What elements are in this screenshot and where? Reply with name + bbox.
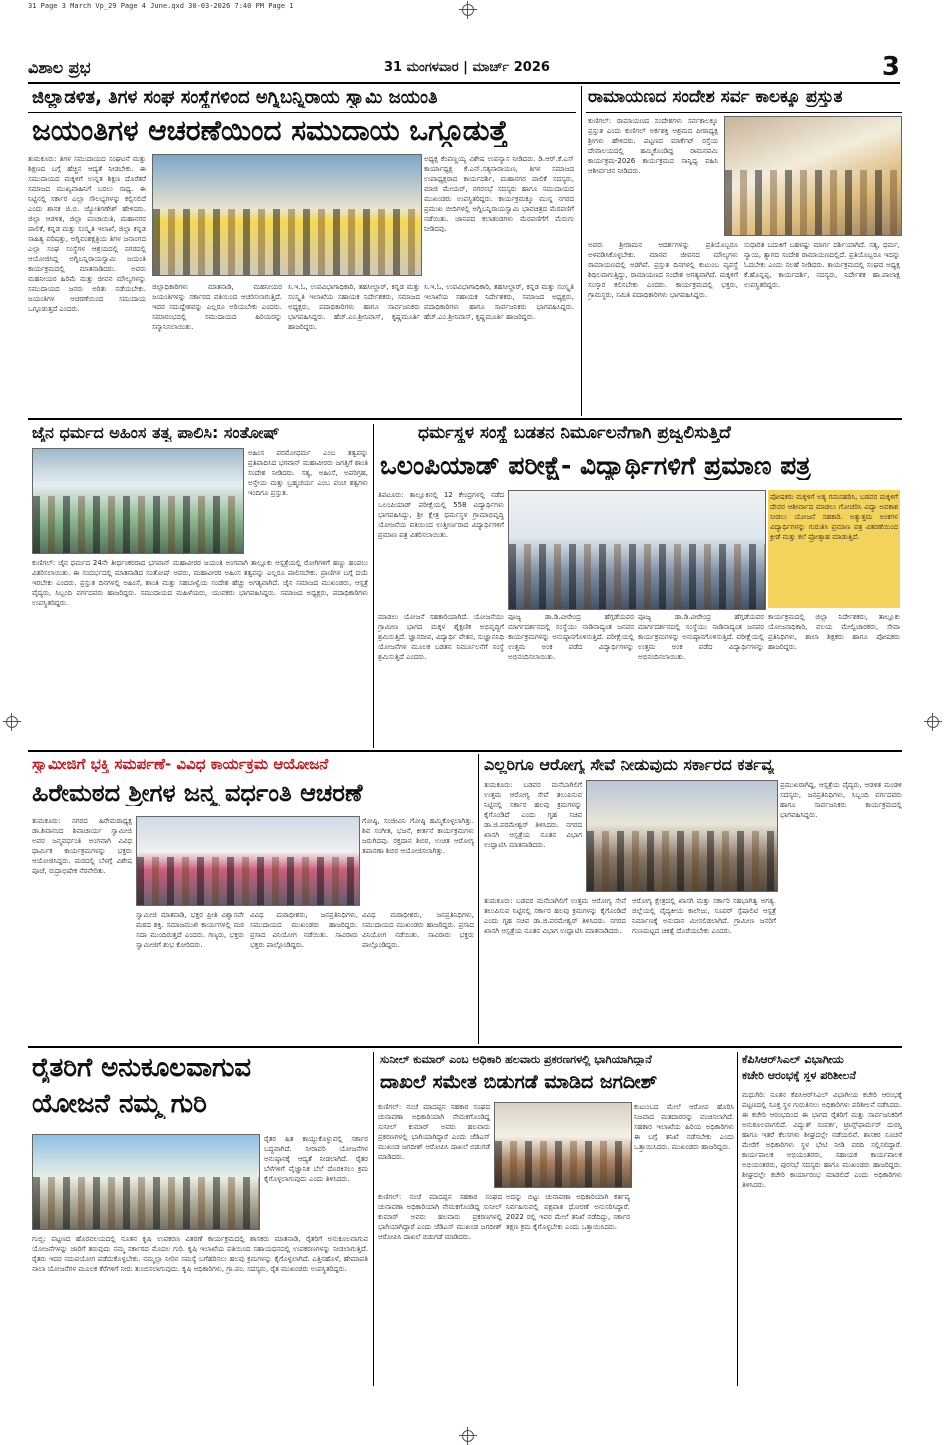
registration-mark-icon	[927, 716, 939, 728]
article-body: ಪ್ರಮುಖರಾಗಿದ್ದ, ಆಸ್ಪತ್ರೆಯ ವೈದ್ಯರು, ಆಡಳಿತ ಮಂಡಳಿ ಸದಸ್ಯರು, ಜನಪ್ರತಿನಿಧಿಗಳು, ಸಿಬ್ಬಂದಿ ವರ್ಗದವರು ಹಾಗೂ ಸಾರ್ವಜನಿಕರು ಕಾರ್ಯಕ್ರಮದಲ್ಲಿ ಭಾಗವಹಿಸಿದ್ದರು.	[780, 781, 902, 819]
paper-name: ವಿಶಾಲ ಪ್ರಭ	[28, 58, 91, 77]
article-body: ಸ್ವಾಮೀಜಿ ಮಾತನಾಡಿ, ಭಕ್ತರ ಪ್ರೀತಿ ವಿಶ್ವಾಸವೇ ಮಠದ ಶಕ್ತಿ. ಸಮಾಜಮುಖಿ ಕಾರ್ಯಗಳಲ್ಲಿ ಮಠ ಸದಾ ಮುಂದಿರುತ್ತದೆ ಎಂದರು. ಗಣ್ಯರು, ಭಕ್ತರು ಸ್ವಾಮೀಜಿಗೆ ಶುಭ ಕೋರಿದರು.	[136, 911, 244, 949]
print-slug: 31 Page 3 March Vp_29 Page 4 June.qxd 30-03-2026 7:40 PM Page 1	[28, 2, 294, 10]
article-body: ತಿಪಟೂರು: ತಾಲ್ಲೂಕಿನಲ್ಲಿ 12 ಕೇಂದ್ರಗಳಲ್ಲಿ ನಡೆದ ಒಲಂಪಿಯಾಡ್ ಪರೀಕ್ಷೆಯಲ್ಲಿ 558 ವಿದ್ಯಾರ್ಥಿಗಳು ಭಾಗವಹಿಸಿದ್ದು, ಶ್ರೀ ಕ್ಷೇತ್ರ ಧರ್ಮಸ್ಥಳ ಗ್ರಾಮಾಭಿವೃದ್ಧಿ ಯೋಜನೆಯ ವತಿಯಿಂದ ಉತ್ತೀರ್ಣರಾದ ವಿದ್ಯಾರ್ಥಿಗಳಿಗೆ ಪ್ರಮಾಣ ಪತ್ರ ವಿತರಿಸಲಾಯಿತು.	[378, 491, 504, 539]
article-body: ವಿವಿಧ ಮಠಾಧೀಶರು, ಜನಪ್ರತಿನಿಧಿಗಳು, ಸಮುದಾಯದ ಮುಖಂಡರು ಹಾಜರಿದ್ದರು. ಪ್ರಸಾದ ವಿನಿಯೋಗ ನಡೆಯಿತು. ಸಾವಿರಾರು ಭಕ್ತರು ಪಾಲ್ಗೊಂಡಿದ್ದರು.	[250, 911, 358, 949]
event-photo	[32, 1134, 260, 1230]
divider	[586, 112, 902, 113]
article-body: ಪೂಜ್ಯ ಡಾ.ಡಿ.ವೀರೇಂದ್ರ ಹೆಗ್ಗಡೆಯವರ ಮಾರ್ಗದರ್ಶನದಲ್ಲಿ ಸಂಸ್ಥೆಯು ನಾಡಿನಾದ್ಯಂತ ಜನಪರ ಕಾರ್ಯಕ್ರಮಗಳನ್ನು ಅನುಷ್ಠಾನಗೊಳಿಸುತ್ತಿದೆ. ಪರೀಕ್ಷೆಯಲ್ಲಿ ಉತ್ತಮ ಅಂಕ ಪಡೆದ ವಿದ್ಯಾರ್ಥಿಗಳನ್ನು ಅಭಿನಂದಿಸಲಾಯಿತು.	[508, 613, 634, 661]
article-body: ತುಮಕೂರು: ತಿಗಳ ಸಮುದಾಯದ ಸಂಘಟನೆ ಮತ್ತು ಶಿಕ್ಷಣದ ಬಗ್ಗೆ ಹೆಚ್ಚಿನ ಆದ್ಯತೆ ನೀಡಬೇಕು. ಈ ಸಮುದಾಯದ ಮಕ್ಕಳಿಗೆ ಉನ್ನತ ಶಿಕ್ಷಣ ದೊರೆತರೆ ಸಮಾಜದ ಮುಖ್ಯವಾಹಿನಿಗೆ ಬರಲು ಸಾಧ್ಯ. ಈ ನಿಟ್ಟಿನಲ್ಲಿ ಸರ್ಕಾರ ಎಲ್ಲಾ ಸೌಲಭ್ಯಗಳನ್ನು ಕಲ್ಪಿಸಲಿದೆ ಎಂದು ಶಾಸಕ ಜಿ.ಬಿ. ಜ್ಯೋತಿಗಣೇಶ್ ಹೇಳಿದರು. ಜಿಲ್ಲಾ ಆಡಳಿತ, ಜಿಲ್ಲಾ ಪಂಚಾಯಿತಿ, ಮಹಾನಗರ ಪಾಲಿಕೆ, ಕನ್ನಡ ಮತ್ತು ಸಂಸ್ಕೃತಿ ಇಲಾಖೆ, ಜಿಲ್ಲಾ ಕನ್ನಡ ಸಾಹಿತ್ಯ ಪರಿಷತ್ತು, ಅಗ್ನಿವಂಶಕ್ಷತ್ರಿಯ ತಿಗಳ ಜನಾಂಗದ ಎಲ್ಲಾ ಸಂಘ ಸಂಸ್ಥೆಗಳ ಆಶ್ರಯದಲ್ಲಿ ನಗರದಲ್ಲಿ ಆಯೋಜಿಸಿದ್ದ ಅಗ್ನಿಬನ್ನಿರಾಯಸ್ವಾಮಿ ಜಯಂತಿ ಕಾರ್ಯಕ್ರಮದಲ್ಲಿ ಮಾತನಾಡಿದರು. ಅವರು ಮಹನೀಯರ ಹಿರಿಮೆ ಮತ್ತು ಜೀವನ ಮೌಲ್ಯಗಳನ್ನು ಸಮುದಾಯದ ಜನರು ಅರಿತು ನಡೆಯಬೇಕು. ಜಯಂತಿಗಳ ಆಚರಣೆಯಿಂದ ಸಮುದಾಯ ಒಗ್ಗೂಡುತ್ತದೆ ಎಂದರು.	[28, 155, 146, 313]
issue-date: 31 ಮಂಗಳವಾರ | ಮಾರ್ಚ್ 2026	[384, 60, 550, 75]
article-headline: ಒಲಂಪಿಯಾಡ್ ಪರೀಕ್ಷೆ- ವಿದ್ಯಾರ್ಥಿಗಳಿಗೆ ಪ್ರಮಾಣ ಪತ್ರ	[380, 452, 811, 480]
column-divider	[373, 424, 374, 748]
event-photo	[494, 1102, 632, 1188]
event-photo	[152, 154, 422, 276]
article-headline: ಯೋಜನೆ ನಮ್ಮ ಗುರಿ	[32, 1090, 207, 1119]
registration-mark-icon	[6, 716, 18, 728]
article-kicker: ಸ್ವಾಮೀಜಿಗೆ ಭಕ್ತಿ ಸಮರ್ಪಣೆ- ವಿವಿಧ ಕಾರ್ಯಕ್ರಮ ಆಯೋಜನೆ	[32, 756, 329, 773]
article-body: ವಿವಿಧ ಮಠಾಧೀಶರು, ಜನಪ್ರತಿನಿಧಿಗಳು, ಸಮುದಾಯದ ಮುಖಂಡರು ಹಾಜರಿದ್ದರು. ಪ್ರಸಾದ ವಿನಿಯೋಗ ನಡೆಯಿತು. ಸಾವಿರಾರು ಭಕ್ತರು ಪಾಲ್ಗೊಂಡಿದ್ದರು.	[362, 911, 474, 949]
article-body: ಕುಣಿಗಲ್: ರಾಮಾಯಣದ ಸಂದೇಶಗಳು ಸರ್ವಕಾಲಕ್ಕೂ ಪ್ರಸ್ತುತ ಎಂದು ಕುಣಿಗಲ್ ಅರ್ಕಶಕ್ತಿ ಆಶ್ರಮದ ಪೀಠಾಧ್ಯಕ್ಷ ಶ್ರೀಗಳು ಹೇಳಿದರು. ಪಟ್ಟಣದ ಮಾರ್ಕೆಟ್ ರಸ್ತೆಯ ದೇವಾಲಯದಲ್ಲಿ ಹಮ್ಮಿಕೊಂಡಿದ್ದ ರಾಮನವಮಿ ಕಾರ್ಯಕ್ರಮ-2026 ಕಾರ್ಯಕ್ರಮದ ಸಾನ್ನಿಧ್ಯ ವಹಿಸಿ ಆಶೀರ್ವಚನ ನೀಡಿದರು.	[588, 117, 718, 175]
article-kicker: ಜಿಲ್ಲಾಡಳಿತ, ತಿಗಳ ಸಂಘ ಸಂಸ್ಥೆಗಳಿಂದ ಅಗ್ನಿಬನ್ನಿರಾಯ ಸ್ವಾಮಿ ಜಯಂತಿ	[32, 88, 438, 108]
event-photo	[32, 448, 244, 554]
article-headline: ಹಿರೇಮಠದ ಶ್ರೀಗಳ ಜನ್ಮ ವರ್ಧಂತಿ ಆಚರಣೆ	[32, 780, 363, 807]
event-photo	[586, 780, 778, 892]
article-headline: ಕಚೇರಿ ಆರಂಭಕ್ಕೆ ಸ್ಥಳ ಪರಿಶೀಲನೆ	[742, 1070, 856, 1082]
article-headline: ಜಯಂತಿಗಳ ಆಚರಣೆಯಿಂದ ಸಮುದಾಯ ಒಗ್ಗೂಡುತ್ತೆ	[32, 116, 508, 147]
masthead	[28, 52, 900, 84]
article-body: ಆರೋಗ್ಯ ಕ್ಷೇತ್ರದಲ್ಲಿ ಖಾಸಗಿ ಮತ್ತು ಸರ್ಕಾರಿ ಸಹಭಾಗಿತ್ವ ಅಗತ್ಯ. ಜಿಲ್ಲೆಯಲ್ಲಿ ವೈದ್ಯಕೀಯ ಕಾಲೇಜು, ಸೂಪರ್ ಸ್ಪೆಷಾಲಿಟಿ ಆಸ್ಪತ್ರೆ ನಿರ್ಮಾಣಕ್ಕೆ ಅನುದಾನ ಮೀಸಲಿಡಲಾಗಿದೆ. ಗ್ರಾಮೀಣ ಜನರಿಗೆ ಗುಣಮಟ್ಟದ ಚಿಕಿತ್ಸೆ ದೊರೆಯಬೇಕು ಎಂದರು.	[632, 897, 776, 935]
article-body: ಅಧ್ಯಕ್ಷ ಕೆಂಪಣ್ಣಯ್ಯ ವಿಶೇಷ ಉಪನ್ಯಾಸ ನೀಡಿದರು. ಡಿ.ಆರ್.ಕೆ.ಎಸ್ ಕಾರ್ಯಾಧ್ಯಕ್ಷ ಕೆ.ಎನ್.ಸತ್ಯನಾರಾಯಣ, ತಿಗಳ ಸಮಾಜದ ಉಪಾಧ್ಯಕ್ಷರಾದ ಕಾರ್ಯದರ್ಶಿ, ಮಹಾನಗರ ಪಾಲಿಕೆ ಸದಸ್ಯರು, ಮಾಜಿ ಮೇಯರ್, ನಗರಸಭೆ ಸದಸ್ಯರು ಹಾಗೂ ಸಮುದಾಯದ ಮುಖಂಡರು ಉಪಸ್ಥಿತರಿದ್ದರು. ಕಾರ್ಯಕ್ರಮಕ್ಕೂ ಮುನ್ನ ನಗರದ ಪ್ರಮುಖ ಬೀದಿಗಳಲ್ಲಿ ಅಗ್ನಿಬನ್ನಿರಾಯಸ್ವಾಮಿ ಭಾವಚಿತ್ರದ ಮೆರವಣಿಗೆ ನಡೆಯಿತು. ಜಾನಪದ ಕಲಾತಂಡಗಳು ಮೆರವಣಿಗೆಗೆ ಮೆರುಗು ನೀಡಿದವು.	[424, 155, 574, 233]
column-divider	[737, 1052, 738, 1386]
article-body: ಗುಬ್ಬಿ: ಪಟ್ಟಣದ ಹೊರವಲಯದಲ್ಲಿ ನೂತನ ಕೃಷಿ ಉಪಕರಣ ವಿತರಣೆ ಕಾರ್ಯಕ್ರಮದಲ್ಲಿ ಶಾಸಕರು ಮಾತನಾಡಿ, ರೈತರಿಗೆ ಅನುಕೂಲವಾಗುವ ಯೋಜನೆಗಳನ್ನು ಜಾರಿಗೆ ತರುವುದು ನಮ್ಮ ಸರ್ಕಾರದ ಮೊದಲ ಗುರಿ. ಕೃಷಿ ಇಲಾಖೆಯ ವತಿಯಿಂದ ಸಹಾಯಧನದಲ್ಲಿ ಉಪಕರಣಗಳನ್ನು ನೀಡಲಾಗುತ್ತಿದೆ. ರೈತರು ಇದರ ಸದುಪಯೋಗ ಪಡೆದುಕೊಳ್ಳಬೇಕು. ನಮ್ಮಲ್ಲಾ ನೀರಿನ ಸಮಸ್ಯೆ ಬಗೆಹರಿಸಲು ಹಲವು ಕ್ರಮಗಳನ್ನು ಕೈಗೊಳ್ಳಲಾಗಿದೆ. ಎತ್ತಿನಹೊಳೆ, ಹೇಮಾವತಿ ನಾಲಾ ಯೋಜನೆಗಳ ಮೂಲಕ ಕೆರೆಗಳಿಗೆ ನೀರು ತುಂಬಿಸಲಾಗುವುದು. ಕೃಷಿ ಅಧಿಕಾರಿಗಳು, ಗ್ರಾ.ಪಂ. ಸದಸ್ಯರು, ರೈತ ಮುಖಂಡರು ಉಪಸ್ಥಿತರಿದ್ದರು.	[32, 1235, 368, 1273]
article-body: ಕಾರ್ಯಕ್ರಮದಲ್ಲಿ ಜಿಲ್ಲಾ ನಿರ್ದೇಶಕರು, ತಾಲ್ಲೂಕು ಯೋಜನಾಧಿಕಾರಿ, ವಲಯ ಮೇಲ್ವಿಚಾರಕರು, ಸೇವಾ ಪ್ರತಿನಿಧಿಗಳು, ಶಾಲಾ ಶಿಕ್ಷಕರು ಹಾಗೂ ಪೋಷಕರು ಹಾಜರಿದ್ದರು.	[768, 613, 900, 651]
article-body: ಸಿ.ಇ.ಓ, ಉಪವಿಭಾಗಾಧಿಕಾರಿ, ತಹಸೀಲ್ದಾರ್, ಕನ್ನಡ ಮತ್ತು ಸಂಸ್ಕೃತಿ ಇಲಾಖೆಯ ಸಹಾಯಕ ನಿರ್ದೇಶಕರು, ಸಮಾಜದ ಅಧ್ಯಕ್ಷರು, ಪದಾಧಿಕಾರಿಗಳು ಹಾಗೂ ಸಾರ್ವಜನಿಕರು ಭಾಗವಹಿಸಿದ್ದರು. ಹೆಚ್.ಎಂ.ಶ್ರೀನಿವಾಸ್, ಕೃಷ್ಣಮೂರ್ತಿ ಹಾಜರಿದ್ದರು.	[288, 283, 420, 331]
article-body: ಗೋಷ್ಠಿ, ಸಂಜೀವಿನಿ ಗೋಷ್ಠಿ ಹಮ್ಮಿಕೊಳ್ಳಲಾಗಿತ್ತು. ಶಿವ ಸಂಗೀತ, ಭಜನೆ, ಕೀರ್ತನೆ ಕಾರ್ಯಕ್ರಮಗಳು ಜರುಗಿದವು. ರಕ್ತದಾನ ಶಿಬಿರ, ಉಚಿತ ಆರೋಗ್ಯ ತಪಾಸಣಾ ಶಿಬಿರ ಆಯೋಜಿಸಲಾಗಿತ್ತು.	[362, 817, 474, 855]
article-body: ಮಧುಗಿರಿ: ನೂತನ ಕೆಪಿಸಿಆರ್‌ಸಿಎಲ್ ವಿಭಾಗೀಯ ಕಚೇರಿ ಆರಂಭಕ್ಕೆ ಪಟ್ಟಣದಲ್ಲಿ ಸೂಕ್ತ ಸ್ಥಳ ಗುರುತಿಸಲು ಅಧಿಕಾರಿಗಳು ಪರಿಶೀಲನೆ ನಡೆಸಿದರು. ಈ ಕಚೇರಿ ಆರಂಭದಿಂದ ಈ ಭಾಗದ ರೈತರಿಗೆ ಮತ್ತು ಸಾರ್ವಜನಿಕರಿಗೆ ಅನುಕೂಲವಾಗಲಿದೆ. ವಿದ್ಯುತ್ ಸಂಪರ್ಕ, ಟ್ರಾನ್ಸ್‌ಫಾರ್ಮರ್ ದುರಸ್ತಿ ಹಾಗೂ ಇತರೆ ಕೆಲಸಗಳು ಶೀಘ್ರದಲ್ಲೇ ನಡೆಯಲಿವೆ. ಶಾಸಕರ ಸೂಚನೆ ಮೇರೆಗೆ ಅಧಿಕಾರಿಗಳು ಸ್ಥಳ ಭೇಟಿ ನೀಡಿ ವರದಿ ಸಲ್ಲಿಸಲಿದ್ದಾರೆ. ಕಾರ್ಯಪಾಲಕ ಅಭಿಯಂತರರು, ಸಹಾಯಕ ಕಾರ್ಯಪಾಲಕ ಅಭಿಯಂತರರು, ಪುರಸಭೆ ಸದಸ್ಯರು ಹಾಗೂ ಮುಖಂಡರು ಹಾಜರಿದ್ದರು. ಶೀಘ್ರದಲ್ಲೇ ಕಚೇರಿ ಕಾರ್ಯಾರಂಭ ಮಾಡಲಿದೆ ಎಂದು ಅಧಿಕಾರಿಗಳು ತಿಳಿಸಿದರು.	[742, 1091, 902, 1189]
article-headline: ದಾಖಲೆ ಸಮೇತ ಬಿಡುಗಡೆ ಮಾಡಿದ ಜಗದೀಶ್	[380, 1072, 658, 1093]
event-photo	[136, 816, 360, 906]
event-photo	[724, 116, 902, 236]
page-number: 3	[881, 52, 900, 82]
highlight-box: ಪೋಷಕರು ಮಕ್ಕಳಿಗೆ ಅತ್ಯ ಗಮನಹರಿಸಿ, ಬಡವರ ಮಕ್ಕಳಿಗೆ ದೇವರ ಆಶೀರ್ವಾದ ಮಾಡಲು ಗೋಚರಿಸಿ ವಿದ್ಯಾ ಅವಕಾಶ ನೀಡಲು ಯೋಜನೆ ಸಹಕಾರಿ. ಅತ್ಯುತ್ತಮ ಅಂಕಗಳ ವಿದ್ಯಾರ್ಥಿಗಳನ್ನು ಗುರುತಿಸಿ ಪ್ರಮಾಣ ಪತ್ರ ವಿತರಣೆಯಿಂದ ಕ್ರೀಡೆ ಮತ್ತು ಕಲೆ ಪ್ರೋತ್ಸಾಹ ಮಾಡುತ್ತಿದೆ.	[768, 490, 900, 608]
registration-mark-icon	[462, 1430, 474, 1442]
event-photo	[508, 490, 766, 610]
article-body: ಅಹಿಂಸ ಪರಮೋಧರ್ಮ ಎಂಬ ತತ್ವವನ್ನು ಪ್ರತಿಪಾದಿಸಿದ ಭಗವಾನ್ ಮಹಾವೀರರು ಜಗತ್ತಿಗೆ ಶಾಂತಿ ಸಂದೇಶ ನೀಡಿದರು. ಸತ್ಯ, ಅಹಿಂಸೆ, ಅಪರಿಗ್ರಹ, ಅಸ್ತೇಯ ಮತ್ತು ಬ್ರಹ್ಮಚರ್ಯ ಎಂಬ ಪಂಚ ತತ್ವಗಳು ಇಂದಿಗೂ ಪ್ರಸ್ತುತ.	[248, 449, 368, 497]
article-body: ರೈತರ ಹಿತ ಕಾಯ್ದುಕೊಳ್ಳುವಲ್ಲಿ ಸರ್ಕಾರ ಬದ್ಧವಾಗಿದೆ. ನೀರಾವರಿ ಯೋಜನೆಗಳ ಅನುಷ್ಠಾನಕ್ಕೆ ಆದ್ಯತೆ ನೀಡಲಾಗಿದೆ. ರೈತರ ಬೆಳೆಗಳಿಗೆ ವೈಜ್ಞಾನಿಕ ಬೆಲೆ ದೊರಕಿಸಲು ಕ್ರಮ ಕೈಗೊಳ್ಳಲಾಗುವುದು ಎಂದು ತಿಳಿಸಿದರು.	[264, 1135, 368, 1183]
article-body: ಸಿ.ಇ.ಓ, ಉಪವಿಭಾಗಾಧಿಕಾರಿ, ತಹಸೀಲ್ದಾರ್, ಕನ್ನಡ ಮತ್ತು ಸಂಸ್ಕೃತಿ ಇಲಾಖೆಯ ಸಹಾಯಕ ನಿರ್ದೇಶಕರು, ಸಮಾಜದ ಅಧ್ಯಕ್ಷರು, ಪದಾಧಿಕಾರಿಗಳು ಹಾಗೂ ಸಾರ್ವಜನಿಕರು ಭಾಗವಹಿಸಿದ್ದರು. ಹೆಚ್.ಎಂ.ಶ್ರೀನಿವಾಸ್, ಕೃಷ್ಣಮೂರ್ತಿ ಹಾಜರಿದ್ದರು.	[424, 283, 574, 321]
article-headline: ರೈತರಿಗೆ ಅನುಕೂಲವಾಗುವ	[32, 1054, 252, 1083]
section-rule	[28, 418, 902, 420]
article-body: ಜಿಲ್ಲಾಧಿಕಾರಿಗಳು ಮಾತನಾಡಿ, ಮಹನೀಯರ ಜಯಂತಿಗಳನ್ನು ಸರ್ಕಾರದ ವತಿಯಿಂದ ಆಚರಿಸಲಾಗುತ್ತಿದೆ. ಇದರ ಸದುದ್ದೇಶವನ್ನು ಎಲ್ಲರೂ ಅರಿಯಬೇಕು ಎಂದರು. ಸಮಾರಂಭದಲ್ಲಿ ಸಮುದಾಯದ ಹಿರಿಯರನ್ನು ಸನ್ಮಾನಿಸಲಾಯಿತು.	[152, 283, 282, 331]
article-body: ಸುಧಾರಿತ ಬದುಕಿಗೆ ಬಹಳಷ್ಟು ಮಾರ್ಗ ದರ್ಶಿಯಾಗಿದೆ. ಸತ್ಯ, ಧರ್ಮ, ನ್ಯಾಯ, ತ್ಯಾಗದ ಸಂದೇಶ ರಾಮಾಯಣದಲ್ಲಿದೆ. ಪ್ರತಿಯೊಬ್ಬರೂ ಇದನ್ನು ಓದಬೇಕು ಎಂದು ಸಲಹೆ ನೀಡಿದರು. ಕಾರ್ಯಕ್ರಮದಲ್ಲಿ ಸಂಘದ ಅಧ್ಯಕ್ಷ ಕೆ.ಹೊನ್ನಪ್ಪ, ಕಾರ್ಯದರ್ಶಿ, ಸದಸ್ಯರು, ನಿರ್ದೇಶಕ ಹಾ.ಪಾಲಾಕ್ಷ ಉಪಸ್ಥಿತರಿದ್ದರು.	[744, 241, 900, 289]
article-body: ಕುಣಿಗಲ್: ನಂಜೆ ಮಾದಪ್ಪನ ಸಹಕಾರ ಸಂಘದ ಚುನಾವಣಾ ಅಧಿಕಾರಿಯಾಗಿ ನೇಮಕಗೊಂಡಿದ್ದ ಸುನೀಲ್ ಕುಮಾರ್ ಅವರು ಹಲವಾರು ಪ್ರಕರಣಗಳಲ್ಲಿ ಭಾಗಿಯಾಗಿದ್ದಾರೆ ಎಂದು ಜೆಡಿಎಸ್ ಮುಖಂಡ ಜಗದೀಶ್ ಆರೋಪಿಸಿ ದಾಖಲೆ ಬಿಡುಗಡೆ ಮಾಡಿದರು.	[378, 1103, 490, 1161]
article-headline: ಕೆಪಿಸಿಆರ್‌ಸಿಎಲ್ ವಿಭಾಗೀಯ	[742, 1054, 844, 1066]
article-body: ತುಮಕೂರು: ನಗರದ ಹಿರೇಮಠಾಧ್ಯಕ್ಷ ಡಾ.ಶಿವಾನಂದ ಶಿವಾಚಾರ್ಯ ಸ್ವಾಮೀಜಿ ಅವರ ಜನ್ಮವರ್ಧಂತಿ ಅಂಗವಾಗಿ ವಿವಿಧ ಧಾರ್ಮಿಕ ಕಾರ್ಯಕ್ರಮಗಳನ್ನು ಭಕ್ತರು ಆಯೋಜಿಸಿದ್ದರು. ಮಠದಲ್ಲಿ ಬೆಳಗ್ಗೆ ವಿಶೇಷ ಪೂಜೆ, ರುದ್ರಾಭಿಷೇಕ ನೆರವೇರಿತು.	[32, 817, 132, 875]
article-kicker: ಜೈನ ಧರ್ಮದ ಅಹಿಂಸ ತತ್ವ ಪಾಲಿಸಿ: ಸಂತೋಷ್	[32, 424, 280, 442]
article-body: ಪೂಜ್ಯ ಡಾ.ಡಿ.ವೀರೇಂದ್ರ ಹೆಗ್ಗಡೆಯವರ ಮಾರ್ಗದರ್ಶನದಲ್ಲಿ ಸಂಸ್ಥೆಯು ನಾಡಿನಾದ್ಯಂತ ಜನಪರ ಕಾರ್ಯಕ್ರಮಗಳನ್ನು ಅನುಷ್ಠಾನಗೊಳಿಸುತ್ತಿದೆ. ಪರೀಕ್ಷೆಯಲ್ಲಿ ಉತ್ತಮ ಅಂಕ ಪಡೆದ ವಿದ್ಯಾರ್ಥಿಗಳನ್ನು ಅಭಿನಂದಿಸಲಾಯಿತು.	[638, 613, 764, 661]
article-body: ಕುಣಿಗಲ್: ಜೈನ ಧರ್ಮದ 24ನೇ ತೀರ್ಥಂಕರರಾದ ಭಗವಾನ್ ಮಹಾವೀರರ ಜಯಂತಿ ಅಂಗವಾಗಿ ತಾಲ್ಲೂಕು ಆಸ್ಪತ್ರೆಯಲ್ಲಿ ರೋಗಿಗಳಿಗೆ ಹಣ್ಣು ಹಂಪಲು ವಿತರಿಸಲಾಯಿತು. ಈ ಸಂದರ್ಭದಲ್ಲಿ ಮಾತನಾಡಿದ ಸಂತೋಷ್ ಅವರು, ಮಹಾವೀರರ ಅಹಿಂಸ ತತ್ವವನ್ನು ಎಲ್ಲರೂ ಪಾಲಿಸಬೇಕು. ಪ್ರಾಣಿಗಳ ಬಗ್ಗೆ ದಯೆ ಇರಬೇಕು ಎಂದರು. ಪ್ರಸ್ತುತ ದಿನಗಳಲ್ಲಿ ಅಹಿಂಸೆ, ಶಾಂತಿ ಮತ್ತು ಸಹಬಾಳ್ವೆಯ ಸಂದೇಶ ಹೆಚ್ಚು ಅಗತ್ಯವಾಗಿದೆ. ಜೈನ ಸಮಾಜದ ಮುಖಂಡರು, ಆಸ್ಪತ್ರೆ ವೈದ್ಯರು, ಸಿಬ್ಬಂದಿ ವರ್ಗದವರು ಹಾಜರಿದ್ದರು. ಸಮುದಾಯದ ಮಹಿಳೆಯರು, ಯುವಕರು ಭಾಗವಹಿಸಿದ್ದರು. ಸಮಾಜದ ಅಧ್ಯಕ್ಷರು, ಪದಾಧಿಕಾರಿಗಳು ಉಪಸ್ಥಿತರಿದ್ದರು.	[32, 559, 368, 607]
article-body: ಕುಣಿಗಲ್: ನಂಜೆ ಮಾದಪ್ಪನ ಸಹಕಾರ ಸಂಘದ ಚುನಾವಣಾ ಅಧಿಕಾರಿಯಾಗಿ ನೇಮಕಗೊಂಡಿದ್ದ ಸುನೀಲ್ ಕುಮಾರ್ ಅವರು ಹಲವಾರು ಪ್ರಕರಣಗಳಲ್ಲಿ ಭಾಗಿಯಾಗಿದ್ದಾರೆ ಎಂದು ಜೆಡಿಎಸ್ ಮುಖಂಡ ಜಗದೀಶ್ ಆರೋಪಿಸಿ ದಾಖಲೆ ಬಿಡುಗಡೆ ಮಾಡಿದರು.	[378, 1193, 502, 1241]
section-rule	[28, 1046, 902, 1048]
registration-mark-icon	[462, 4, 474, 16]
column-divider	[373, 1052, 374, 1386]
article-body: ಅದನ್ನು ಬಿಟ್ಟು ಚುನಾವಣಾ ಅಧಿಕಾರಿಯಾಗಿ ಕರ್ತವ್ಯ ನಿರ್ವಹಿಸುವಲ್ಲಿ ಪಕ್ಷಪಾತ ಧೋರಣೆ ಅನುಸರಿಸಿದ್ದಾರೆ. 2022 ರಲ್ಲಿ ಇವರ ಮೇಲೆ ತನಿಖೆ ನಡೆದಿದ್ದು, ಸರ್ಕಾರ ತಕ್ಷಣ ಕ್ರಮ ಕೈಗೊಳ್ಳಬೇಕು ಎಂದು ಒತ್ತಾಯಿಸಿದರು.	[506, 1193, 630, 1231]
article-kicker: ಸುನೀಲ್ ಕುಮಾರ್ ಎಂಬ ಅಧಿಕಾರಿ ಹಲವಾರು ಪ್ರಕರಣಗಳಲ್ಲಿ ಭಾಗಿಯಾಗಿದ್ದಾನೆ	[380, 1054, 652, 1066]
divider	[28, 112, 576, 113]
article-body: ಮಾಡಲು ಯೋಜನೆ ಸಹಕಾರಿಯಾಗಿದೆ. ಯೋಜನೆಯು ಗ್ರಾಮೀಣ ಭಾಗದ ಮಕ್ಕಳ ಶೈಕ್ಷಣಿಕ ಅಭಿವೃದ್ಧಿಗೆ ಶ್ರಮಿಸುತ್ತಿದೆ. ಜ್ಞಾನದೀಪ, ವಿದ್ಯಾರ್ಥಿ ವೇತನ, ಸುಜ್ಞಾನನಿಧಿ ಯೋಜನೆಗಳ ಮೂಲಕ ಬಡತನ ನಿರ್ಮೂಲನೆಗೆ ಸಂಸ್ಥೆ ಶ್ರಮಿಸುತ್ತಿದೆ ಎಂದರು.	[378, 613, 504, 661]
article-headline: ಎಲ್ಲರಿಗೂ ಆರೋಗ್ಯ ಸೇವೆ ನೀಡುವುದು ಸರ್ಕಾರದ ಕರ್ತವ್ಯ	[484, 756, 774, 774]
article-body: ಅವರು ಶ್ರೀರಾಮನ ಆದರ್ಶಗಳನ್ನು ಪ್ರತಿಯೊಬ್ಬರೂ ಅಳವಡಿಸಿಕೊಳ್ಳಬೇಕು. ಮಾನವ ಜೀವನದ ಮೌಲ್ಯಗಳು ರಾಮಾಯಣದಲ್ಲಿ ಅಡಗಿವೆ. ಪ್ರಸ್ತುತ ದಿನಗಳಲ್ಲಿ ಕುಟುಂಬ ವ್ಯವಸ್ಥೆ ಶಿಥಿಲವಾಗುತ್ತಿದ್ದು, ರಾಮಾಯಣದ ಸಂದೇಶ ಅಗತ್ಯವಾಗಿದೆ. ಮಕ್ಕಳಿಗೆ ಸಂಸ್ಕಾರ ಕಲಿಸಬೇಕು ಎಂದರು. ಕಾರ್ಯಕ್ರಮದಲ್ಲಿ ಭಕ್ತರು, ಗ್ರಾಮಸ್ಥರು, ಸಮಿತಿ ಪದಾಧಿಕಾರಿಗಳು ಭಾಗವಹಿಸಿದ್ದರು.	[588, 241, 738, 299]
article-body: ತುಮಕೂರು: ಬಡವರ ಮನೆಬಾಗಿಲಿಗೆ ಉತ್ತಮ ಆರೋಗ್ಯ ಸೇವೆ ತಲುಪಿಸುವ ನಿಟ್ಟಿನಲ್ಲಿ ಸರ್ಕಾರ ಹಲವು ಕ್ರಮಗಳನ್ನು ಕೈಗೊಂಡಿದೆ ಎಂದು ಗೃಹ ಸಚಿವ ಡಾ.ಜಿ.ಪರಮೇಶ್ವರ್ ತಿಳಿಸಿದರು. ನಗರದ ಖಾಸಗಿ ಆಸ್ಪತ್ರೆಯ ನೂತನ ವಿಭಾಗ ಉದ್ಘಾಟಿಸಿ ಮಾತನಾಡಿದರು.	[484, 897, 626, 935]
section-rule	[28, 750, 902, 752]
article-headline: ರಾಮಾಯಣದ ಸಂದೇಶ ಸರ್ವ ಕಾಲಕ್ಕೂ ಪ್ರಸ್ತುತ	[588, 88, 843, 107]
article-body: ತುಮಕೂರು: ಬಡವರ ಮನೆಬಾಗಿಲಿಗೆ ಉತ್ತಮ ಆರೋಗ್ಯ ಸೇವೆ ತಲುಪಿಸುವ ನಿಟ್ಟಿನಲ್ಲಿ ಸರ್ಕಾರ ಹಲವು ಕ್ರಮಗಳನ್ನು ಕೈಗೊಂಡಿದೆ ಎಂದು ಗೃಹ ಸಚಿವ ಡಾ.ಜಿ.ಪರಮೇಶ್ವರ್ ತಿಳಿಸಿದರು. ನಗರದ ಖಾಸಗಿ ಆಸ್ಪತ್ರೆಯ ನೂತನ ವಿಭಾಗ ಉದ್ಘಾಟಿಸಿ ಮಾತನಾಡಿದರು.	[484, 781, 582, 849]
article-kicker: ಧರ್ಮಸ್ಥಳ ಸಂಸ್ಥೆ ಬಡತನ ನಿರ್ಮೂಲನೆಗಾಗಿ ಪ್ರಜ್ವಲಿಸುತ್ತಿದೆ	[418, 424, 731, 443]
column-divider	[478, 754, 479, 1044]
column-divider	[581, 86, 582, 416]
article-body: ಕುಟುಂಬದ ಮೇಲೆ ಆರೋಪ ಹೊರಿಸಿ ನಿಜವಾದ ಮತದಾರರನ್ನು ವಂಚಿಸಲಾಗಿದೆ. ಸಹಕಾರ ಇಲಾಖೆಯ ಹಿರಿಯ ಅಧಿಕಾರಿಗಳು ಈ ಬಗ್ಗೆ ತನಿಖೆ ನಡೆಸಬೇಕು ಎಂದು ಒತ್ತಾಯಿಸಿದರು. ಮುಖಂಡರು ಹಾಜರಿದ್ದರು.	[634, 1103, 734, 1151]
